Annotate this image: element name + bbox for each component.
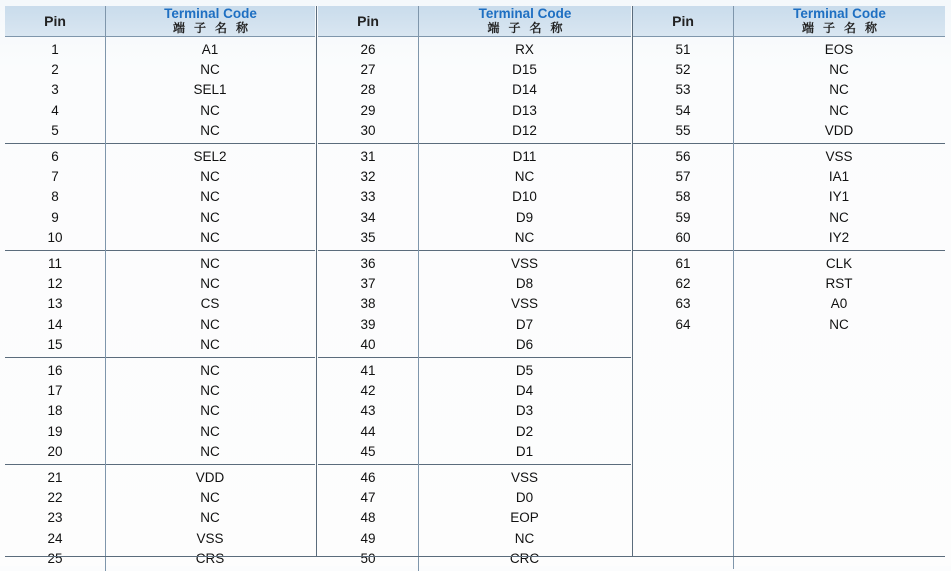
table-row <box>5 441 315 461</box>
pin-block <box>318 358 631 465</box>
terminal-code: D14 <box>512 82 537 98</box>
terminal-code: D2 <box>515 423 534 439</box>
table-row <box>633 485 945 505</box>
table-row <box>318 100 631 120</box>
pin-number: 35 <box>360 230 376 246</box>
terminal-code-label-en: Terminal Code <box>478 6 572 21</box>
terminal-code <box>733 334 945 354</box>
terminal-code: D15 <box>512 62 537 78</box>
terminal-code: D12 <box>512 123 537 139</box>
terminal-code: VSS <box>510 255 538 271</box>
table-row <box>318 59 631 79</box>
pin-number: 10 <box>47 230 63 246</box>
table-row <box>633 440 945 460</box>
terminal-code: NC <box>200 102 220 118</box>
table-row <box>5 273 315 293</box>
table-row <box>633 146 945 166</box>
pin-number: 25 <box>47 551 63 567</box>
pin-number: 27 <box>360 62 376 78</box>
terminal-code: NC <box>200 62 220 78</box>
table-row <box>318 253 631 273</box>
table-row <box>633 228 945 248</box>
pin-block <box>5 144 315 251</box>
table-row <box>5 166 315 186</box>
terminal-code: NC <box>514 169 535 185</box>
table-row <box>5 401 315 421</box>
table-row <box>5 334 315 354</box>
terminal-code-label-en: Terminal Code <box>164 6 257 21</box>
terminal-code: D4 <box>515 382 534 398</box>
terminal-code: NC <box>829 102 849 118</box>
terminal-code: CS <box>200 296 220 312</box>
pin-number: 63 <box>675 296 691 312</box>
terminal-code: CLK <box>825 255 853 271</box>
pin-number: 50 <box>360 551 376 567</box>
pin-group-2 <box>318 6 631 567</box>
terminal-code: NC <box>200 255 220 271</box>
pin-number: 52 <box>675 62 691 78</box>
terminal-code <box>733 420 945 440</box>
table-row <box>318 421 631 441</box>
pin-block <box>5 37 315 144</box>
table-row <box>5 228 315 248</box>
pin-number: 7 <box>51 169 59 185</box>
pin-number: 40 <box>360 337 376 353</box>
terminal-code: RST <box>825 275 853 291</box>
pin-column-header: Pin <box>357 13 379 29</box>
pin-number: 28 <box>360 82 376 98</box>
table-row <box>633 59 945 79</box>
pin-number: 61 <box>675 255 691 271</box>
terminal-code <box>733 359 945 379</box>
terminal-code: SEL2 <box>193 148 227 164</box>
pin-number: 23 <box>47 510 63 526</box>
pin-block <box>633 37 945 144</box>
pin-number: 21 <box>47 469 63 485</box>
table-row <box>633 314 945 334</box>
pin-number: 8 <box>51 189 59 205</box>
table-row <box>318 401 631 421</box>
terminal-code <box>733 506 945 526</box>
terminal-code: NC <box>829 316 849 332</box>
terminal-code <box>733 526 945 546</box>
table-row <box>5 121 315 141</box>
terminal-code-column-header <box>733 6 945 36</box>
table-header <box>5 6 315 37</box>
terminal-code-label-jp: 端子名称 <box>801 21 886 35</box>
table-row <box>5 294 315 314</box>
table-row <box>318 508 631 528</box>
pin-number: 64 <box>675 316 691 332</box>
table-row <box>318 187 631 207</box>
terminal-code: NC <box>200 489 220 505</box>
terminal-code <box>733 400 945 420</box>
table-row <box>318 80 631 100</box>
pin-number: 14 <box>47 316 63 332</box>
pin-number: 62 <box>675 275 691 291</box>
table-row <box>5 59 315 79</box>
terminal-code: NC <box>829 209 849 225</box>
table-row <box>633 400 945 420</box>
table-header <box>318 6 631 37</box>
table-row <box>5 187 315 207</box>
terminal-code: D7 <box>515 316 534 332</box>
table-row <box>633 465 945 485</box>
terminal-code: EOP <box>510 510 539 526</box>
pin-number: 30 <box>360 123 376 139</box>
pin-number: 44 <box>360 423 376 439</box>
terminal-code: NC <box>514 530 535 546</box>
table-row <box>633 39 945 59</box>
pin-group-1 <box>5 6 315 567</box>
pin-number: 5 <box>51 123 59 139</box>
table-row <box>318 39 631 59</box>
terminal-code: D9 <box>515 209 534 225</box>
pin-group-3 <box>633 6 945 556</box>
terminal-code: D3 <box>515 403 534 419</box>
pin-number: 41 <box>360 362 376 378</box>
table-row <box>318 314 631 334</box>
table-row <box>633 506 945 526</box>
table-row <box>633 253 945 273</box>
column-divider <box>316 6 317 556</box>
terminal-code: NC <box>200 382 220 398</box>
terminal-code: NC <box>829 62 849 78</box>
table-row <box>5 39 315 59</box>
table-row <box>5 314 315 334</box>
pin-number: 24 <box>47 530 63 546</box>
pin-number: 49 <box>360 530 376 546</box>
terminal-code: VSS <box>196 530 224 546</box>
pin-number: 38 <box>360 296 376 312</box>
terminal-code: NC <box>200 189 220 205</box>
pin-number: 18 <box>47 403 63 419</box>
table-row <box>633 207 945 227</box>
table-row <box>5 487 315 507</box>
terminal-code: RX <box>515 41 534 57</box>
pin-number: 3 <box>51 82 59 98</box>
table-row <box>5 528 315 548</box>
table-row <box>5 146 315 166</box>
terminal-code: NC <box>829 82 849 98</box>
pin-number: 2 <box>51 62 59 78</box>
table-row <box>5 80 315 100</box>
table-row <box>318 487 631 507</box>
terminal-code: D0 <box>515 489 534 505</box>
pin-number: 48 <box>360 510 376 526</box>
table-row <box>318 207 631 227</box>
pin-block <box>633 251 945 357</box>
terminal-code: NC <box>200 275 220 291</box>
pin-number: 34 <box>360 209 376 225</box>
terminal-code: IA1 <box>828 169 850 185</box>
pin-number: 19 <box>47 423 63 439</box>
pin-column-header: Pin <box>44 13 66 29</box>
terminal-code: D8 <box>515 275 534 291</box>
pin-block <box>5 465 315 571</box>
pin-block <box>318 144 631 251</box>
terminal-code <box>733 465 945 485</box>
terminal-code-label-en: Terminal Code <box>793 6 886 21</box>
terminal-code <box>733 379 945 399</box>
pin-number: 17 <box>47 382 63 398</box>
terminal-code: D13 <box>512 102 537 118</box>
table-row <box>633 379 945 399</box>
table-row <box>633 294 945 314</box>
table-row <box>5 467 315 487</box>
pin-number: 54 <box>675 102 691 118</box>
terminal-code: CRS <box>195 551 225 567</box>
pin-block <box>633 357 945 463</box>
table-row <box>5 253 315 273</box>
pin-number: 32 <box>360 169 376 185</box>
pin-number: 26 <box>360 41 376 57</box>
pin-number: 53 <box>675 82 691 98</box>
terminal-code: D11 <box>512 148 537 164</box>
pin-number: 58 <box>675 189 691 205</box>
pin-number: 37 <box>360 275 376 291</box>
terminal-code <box>733 440 945 460</box>
terminal-code: NC <box>514 230 535 246</box>
pin-number: 56 <box>675 148 691 164</box>
pin-block <box>5 251 315 358</box>
pin-group-body <box>633 37 945 569</box>
table-row <box>318 334 631 354</box>
table-row <box>633 187 945 207</box>
terminal-code: NC <box>200 169 220 185</box>
pin-number: 57 <box>675 169 691 185</box>
table-row <box>633 121 945 141</box>
pin-number: 36 <box>360 255 376 271</box>
table-row <box>633 526 945 546</box>
pin-number: 16 <box>47 362 63 378</box>
terminal-code-label-jp: 端子名称 <box>172 21 257 35</box>
table-row <box>5 508 315 528</box>
pin-number: 12 <box>47 275 63 291</box>
terminal-code: D10 <box>512 189 537 205</box>
pin-block <box>633 463 945 569</box>
table-row <box>318 360 631 380</box>
pin-number: 13 <box>47 296 63 312</box>
pin-number: 6 <box>51 148 59 164</box>
table-row <box>633 334 945 354</box>
terminal-code: NC <box>200 230 220 246</box>
table-row <box>633 359 945 379</box>
table-bottom-rule <box>5 556 945 557</box>
terminal-code: NC <box>200 316 220 332</box>
pin-number: 51 <box>675 41 691 57</box>
table-row <box>318 166 631 186</box>
terminal-code: NC <box>200 123 220 139</box>
terminal-code: VSS <box>510 296 538 312</box>
pin-number: 60 <box>675 230 691 246</box>
pin-number: 29 <box>360 102 376 118</box>
table-row <box>318 528 631 548</box>
table-row <box>633 100 945 120</box>
pin-number: 59 <box>675 209 691 225</box>
pin-column-header: Pin <box>672 13 694 29</box>
terminal-code: VSS <box>825 148 853 164</box>
table-row <box>318 228 631 248</box>
pin-block <box>633 144 945 251</box>
terminal-code: VDD <box>824 123 854 139</box>
table-row <box>318 146 631 166</box>
pin-number: 9 <box>51 209 59 225</box>
table-row <box>633 420 945 440</box>
pin-number: 42 <box>360 382 376 398</box>
pin-number: 31 <box>360 148 376 164</box>
table-row <box>318 467 631 487</box>
terminal-code: NC <box>200 444 220 460</box>
terminal-code: VSS <box>510 469 538 485</box>
terminal-code: SEL1 <box>193 82 227 98</box>
terminal-code: D5 <box>515 362 534 378</box>
terminal-code <box>733 485 945 505</box>
table-row <box>318 273 631 293</box>
pin-block <box>318 465 631 571</box>
terminal-code: IY2 <box>828 230 850 246</box>
pin-group-body <box>318 37 631 571</box>
terminal-code: A1 <box>201 41 219 57</box>
table-row <box>318 121 631 141</box>
table-row <box>318 294 631 314</box>
terminal-code: D6 <box>515 337 534 353</box>
pin-block <box>5 358 315 465</box>
pin-number: 33 <box>360 189 376 205</box>
pin-number: 11 <box>47 255 62 271</box>
terminal-code: NC <box>200 403 220 419</box>
pin-number: 39 <box>360 316 376 332</box>
terminal-code-label-jp: 端子名称 <box>487 21 572 35</box>
pin-number: 46 <box>360 469 376 485</box>
table-row <box>5 421 315 441</box>
pin-number: 15 <box>47 337 63 353</box>
terminal-code: NC <box>200 337 220 353</box>
pin-number: 4 <box>51 102 59 118</box>
pin-number: 45 <box>360 444 376 460</box>
terminal-code: EOS <box>824 41 854 57</box>
table-row <box>633 273 945 293</box>
table-row <box>318 441 631 461</box>
table-row <box>633 80 945 100</box>
pin-number: 20 <box>47 444 63 460</box>
terminal-code: NC <box>200 423 220 439</box>
table-row <box>5 360 315 380</box>
terminal-code-column-header <box>105 6 315 36</box>
terminal-code: D1 <box>515 444 534 460</box>
terminal-code: NC <box>200 510 220 526</box>
terminal-code-column-header <box>418 6 631 36</box>
table-row <box>633 166 945 186</box>
pin-block <box>318 251 631 358</box>
table-header <box>633 6 945 37</box>
terminal-code: IY1 <box>828 189 850 205</box>
terminal-code: A0 <box>830 296 848 312</box>
terminal-code: NC <box>200 362 220 378</box>
terminal-code: VDD <box>195 469 225 485</box>
pin-group-body <box>5 37 315 571</box>
table-row <box>5 207 315 227</box>
pin-number: 55 <box>675 123 691 139</box>
table-row <box>318 380 631 400</box>
pin-number: 43 <box>360 403 376 419</box>
pin-number: 47 <box>360 489 376 505</box>
terminal-code: CRC <box>509 551 540 567</box>
pin-number: 22 <box>47 489 63 505</box>
table-row <box>5 100 315 120</box>
table-row <box>5 380 315 400</box>
terminal-code: NC <box>200 209 220 225</box>
pin-number: 1 <box>51 41 59 57</box>
pin-block <box>318 37 631 144</box>
